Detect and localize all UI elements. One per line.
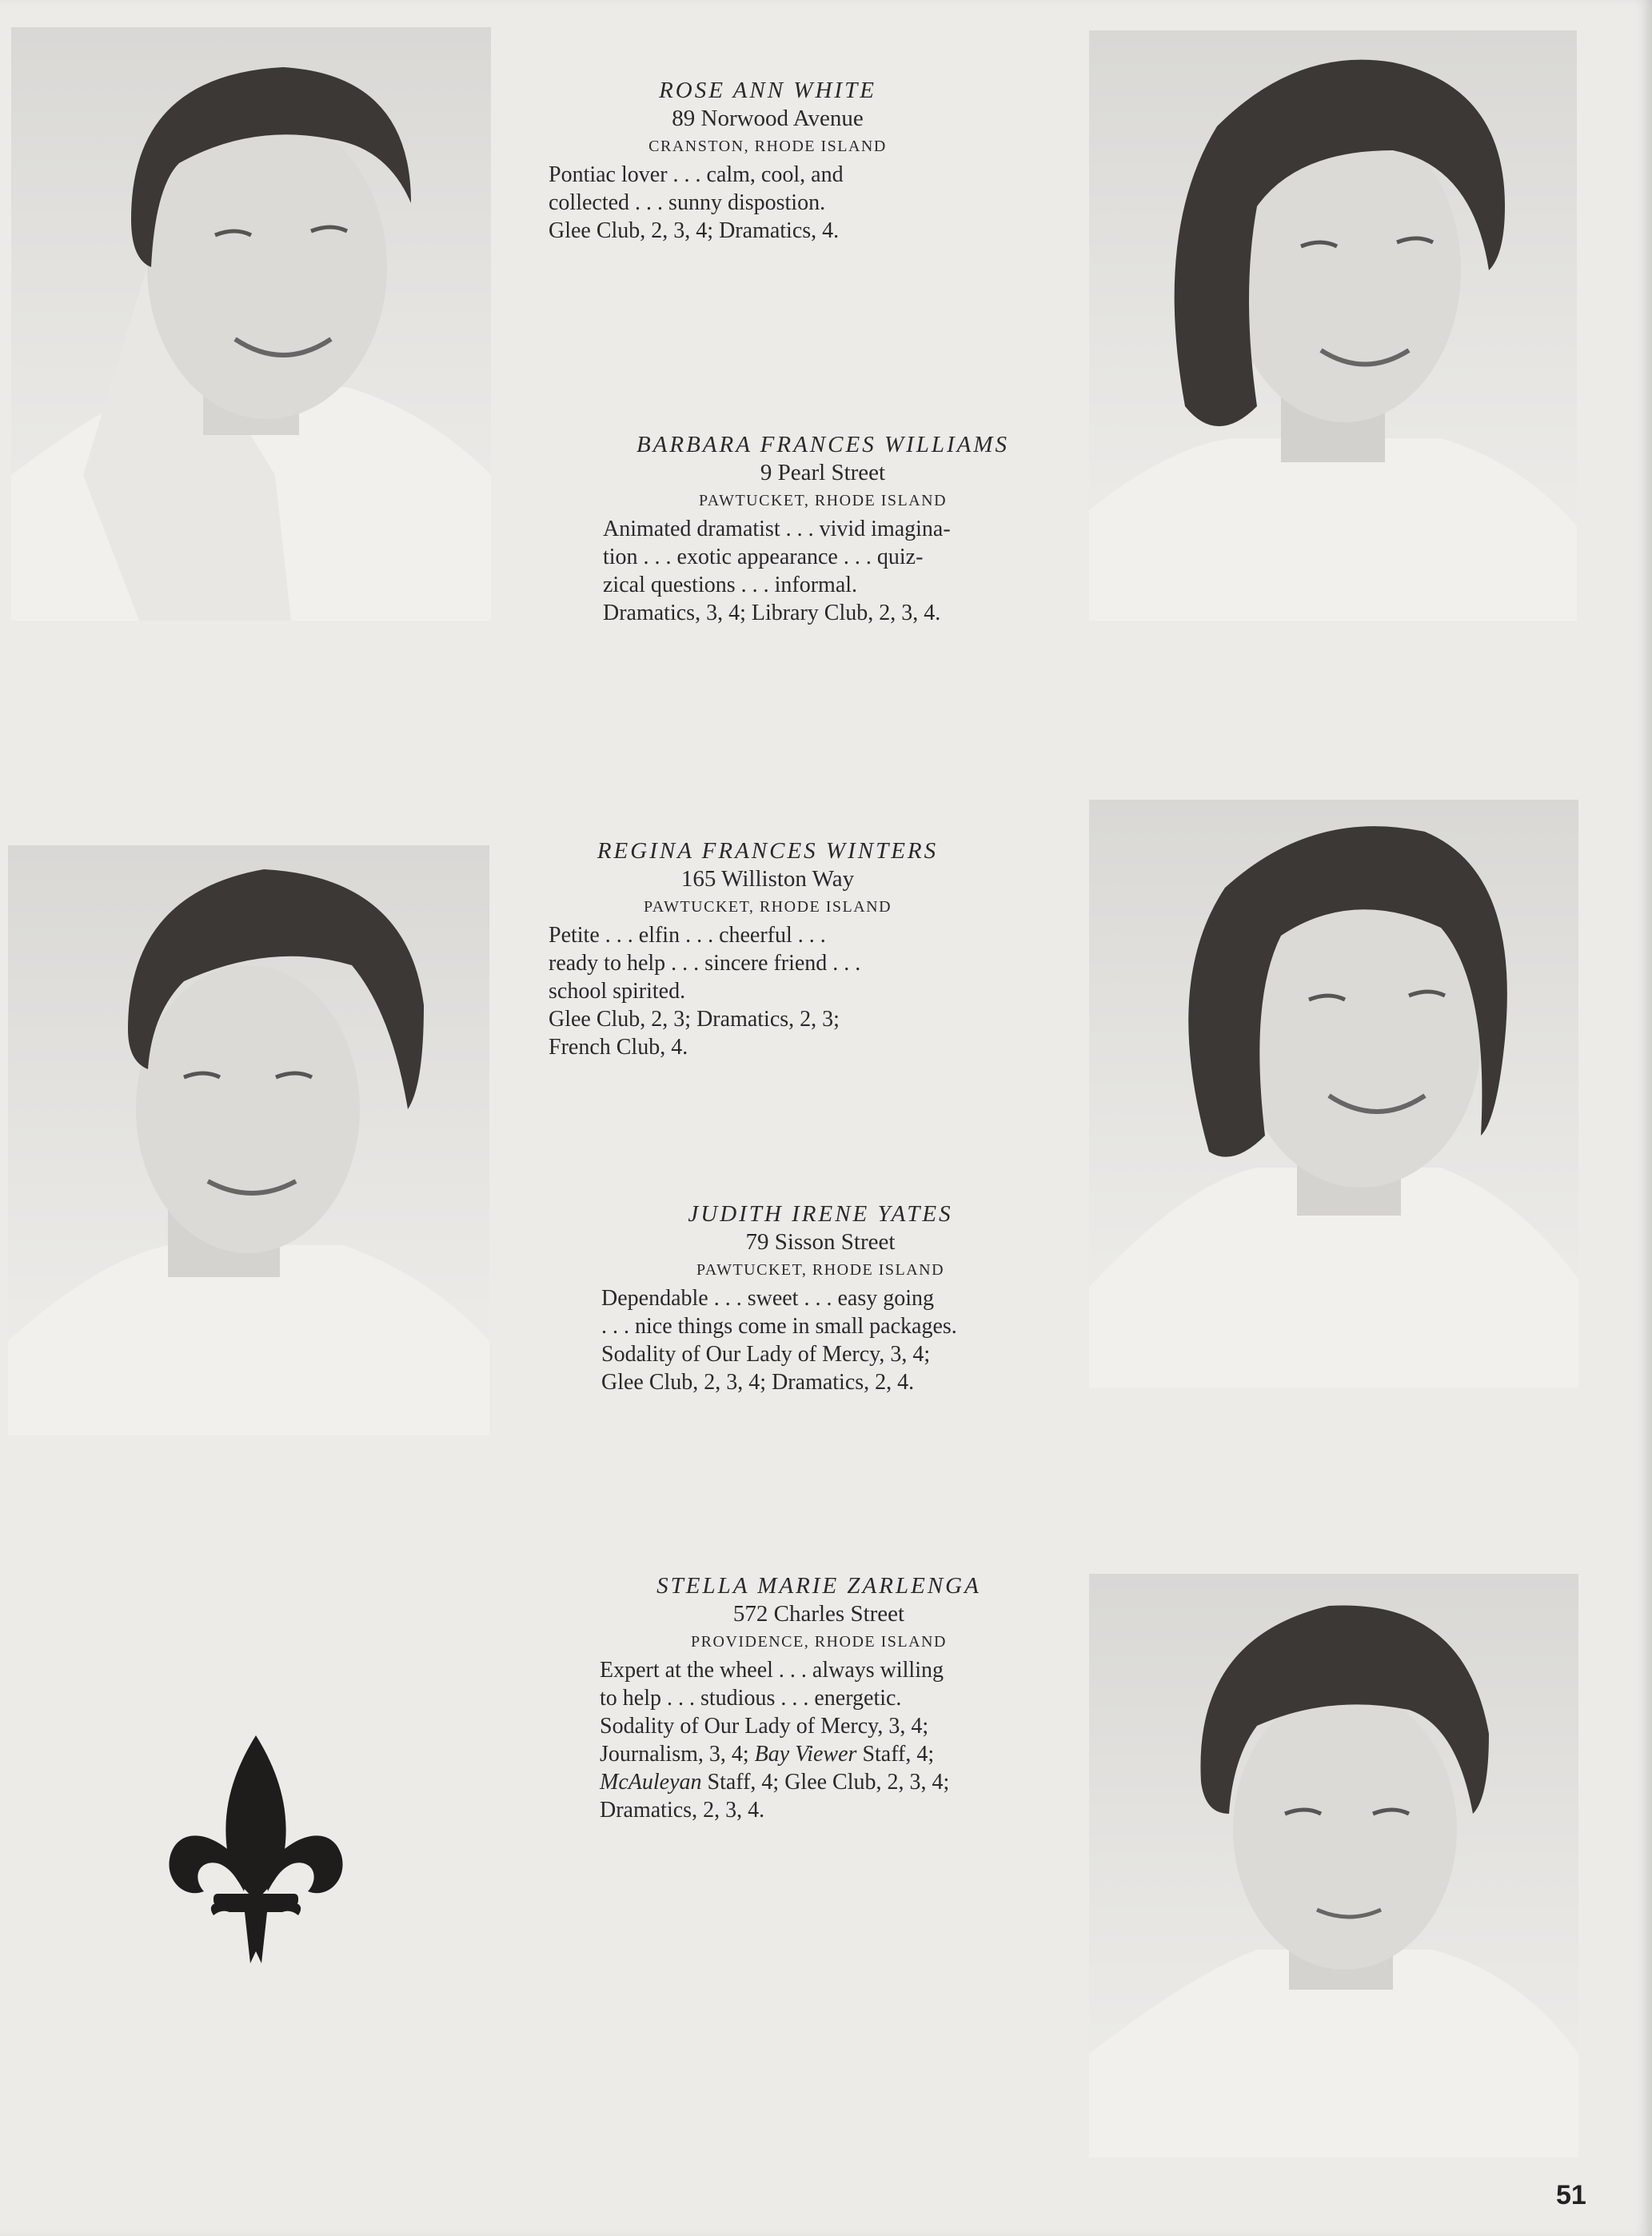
description-line: zical questions . . . informal. bbox=[603, 573, 858, 597]
entry-stella-marie-zarlenga bbox=[600, 1572, 1038, 1824]
activities-line: Glee Club, 2, 3; Dramatics, 2, 3; bbox=[549, 1007, 840, 1032]
description-line: to help . . . studious . . . energetic. bbox=[600, 1686, 902, 1711]
portrait-stella-marie-zarlenga bbox=[1089, 1574, 1578, 2158]
entry-judith-irene-yates bbox=[601, 1200, 1039, 1396]
student-city: PAWTUCKET, RHODE ISLAND bbox=[643, 898, 892, 916]
student-name: REGINA FRANCES WINTERS bbox=[597, 838, 939, 864]
activities-line: French Club, 4. bbox=[549, 1035, 688, 1060]
description-line: Pontiac lover . . . calm, cool, and bbox=[549, 162, 844, 187]
description-line: . . . nice things come in small packages. bbox=[601, 1314, 957, 1339]
student-name: JUDITH IRENE YATES bbox=[688, 1201, 953, 1227]
student-description bbox=[600, 1656, 1038, 1712]
publication-name: Bay Viewer bbox=[754, 1742, 857, 1767]
portrait-rose-ann-white bbox=[11, 27, 491, 621]
student-city: PAWTUCKET, RHODE ISLAND bbox=[696, 1261, 945, 1279]
student-description bbox=[549, 921, 987, 1005]
student-city: PAWTUCKET, RHODE ISLAND bbox=[698, 492, 948, 509]
entry-regina-frances-winters bbox=[549, 837, 987, 1061]
description-line: school spirited. bbox=[549, 979, 686, 1004]
student-address: 165 Williston Way bbox=[680, 866, 855, 892]
description-line: ready to help . . . sincere friend . . . bbox=[549, 951, 861, 976]
student-activities bbox=[549, 1005, 987, 1061]
student-city: PROVIDENCE, RHODE ISLAND bbox=[691, 1633, 947, 1651]
description-line: Petite . . . elfin . . . cheerful . . . bbox=[549, 923, 826, 948]
activities-text: Staff, 4; bbox=[856, 1742, 935, 1767]
activities-line: Dramatics, 3, 4; Library Club, 2, 3, 4. bbox=[603, 601, 941, 625]
activities-line bbox=[600, 1768, 1038, 1796]
student-name: BARBARA FRANCES WILLIAMS bbox=[636, 432, 1010, 457]
student-address: 89 Norwood Avenue bbox=[672, 106, 864, 131]
student-city: CRANSTON, RHODE ISLAND bbox=[648, 138, 887, 155]
student-activities bbox=[601, 1340, 1039, 1396]
description-line: collected . . . sunny dispostion. bbox=[549, 190, 826, 215]
activities-line: Glee Club, 2, 3, 4; Dramatics, 2, 4. bbox=[601, 1370, 915, 1395]
entry-barbara-frances-williams bbox=[603, 431, 1043, 627]
portrait-regina-frances-winters bbox=[8, 845, 489, 1435]
student-description bbox=[549, 161, 987, 217]
student-description bbox=[601, 1284, 1039, 1340]
entry-rose-ann-white bbox=[549, 77, 987, 245]
activities-text: Staff, 4; Glee Club, 2, 3, 4; bbox=[701, 1770, 950, 1795]
student-name: ROSE ANN WHITE bbox=[659, 78, 876, 103]
activities-line: Dramatics, 2, 3, 4. bbox=[600, 1798, 765, 1823]
fleur-de-lis-icon bbox=[164, 1735, 348, 1963]
student-address: 572 Charles Street bbox=[732, 1601, 905, 1627]
student-activities bbox=[549, 217, 987, 245]
student-activities bbox=[600, 1712, 1038, 1824]
student-address: 79 Sisson Street bbox=[745, 1229, 896, 1255]
portrait-judith-irene-yates bbox=[1089, 800, 1578, 1388]
description-line: Dependable . . . sweet . . . easy going bbox=[601, 1286, 934, 1311]
description-line: Expert at the wheel . . . always willing bbox=[600, 1658, 944, 1683]
student-address: 9 Pearl Street bbox=[760, 460, 886, 485]
activities-line: Sodality of Our Lady of Mercy, 3, 4; bbox=[601, 1342, 931, 1367]
page-number: 51 bbox=[1556, 2180, 1586, 2210]
activities-line bbox=[600, 1740, 1038, 1768]
activities-line: Glee Club, 2, 3, 4; Dramatics, 4. bbox=[549, 218, 840, 243]
student-name: STELLA MARIE ZARLENGA bbox=[656, 1573, 981, 1599]
description-line: tion . . . exotic appearance . . . quiz- bbox=[603, 545, 924, 569]
student-description bbox=[603, 515, 1043, 599]
activities-text: Journalism, 3, 4; bbox=[600, 1742, 755, 1767]
student-activities bbox=[603, 599, 1043, 627]
description-line: Animated dramatist . . . vivid imagina- bbox=[603, 517, 951, 541]
portrait-barbara-frances-williams bbox=[1089, 30, 1577, 621]
activities-line: Sodality of Our Lady of Mercy, 3, 4; bbox=[600, 1714, 929, 1739]
publication-name: McAuleyan bbox=[600, 1770, 702, 1795]
